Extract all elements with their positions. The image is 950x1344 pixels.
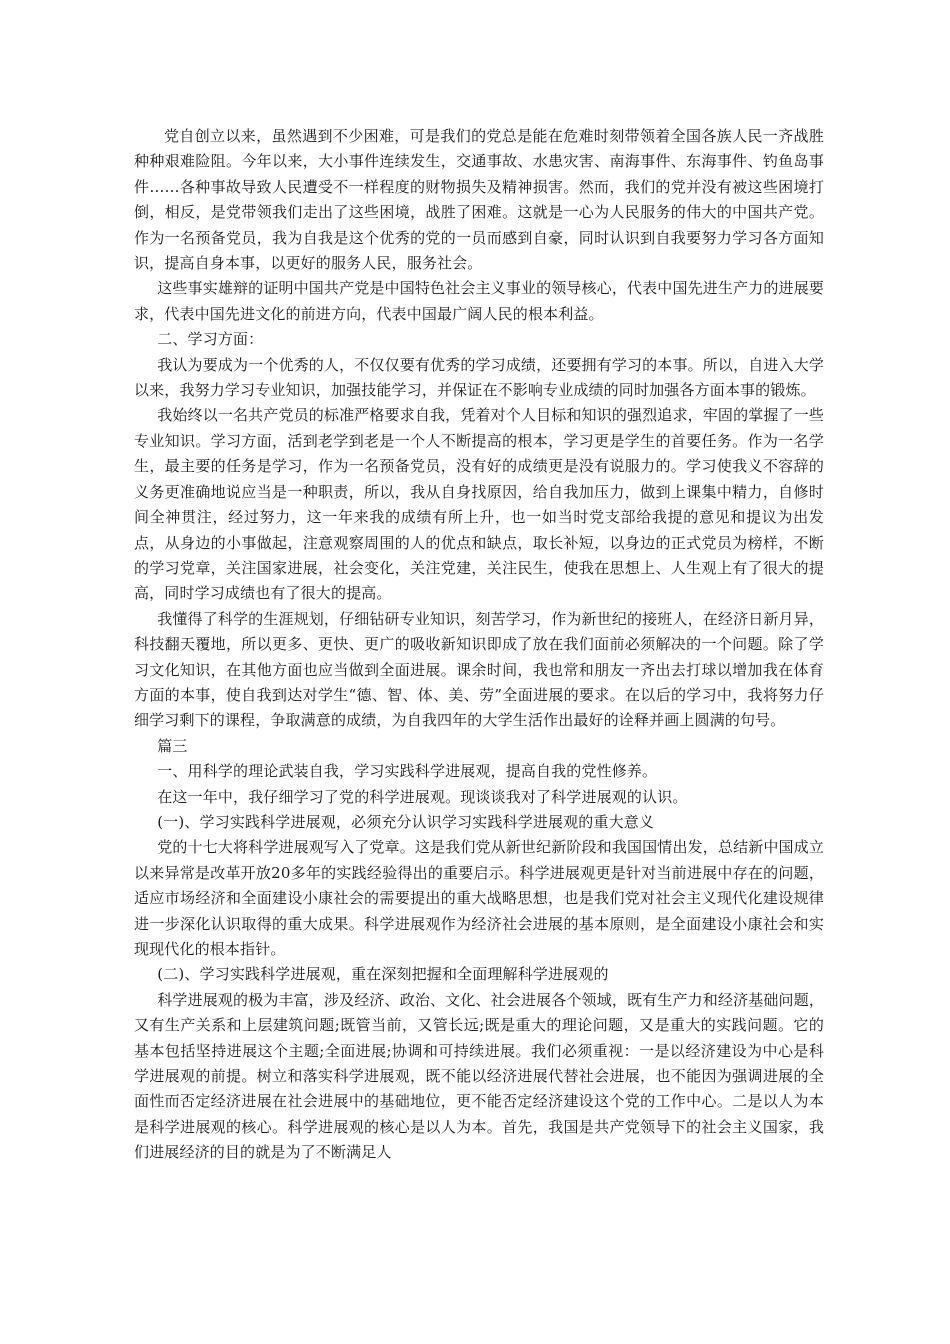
paragraph-party-history: 党自创立以来，虽然遇到不少困难，可是我们的党总是能在危难时刻带领着全国各族人民一齐战胜种种艰难险阻。今年以来，大小事件连续发生，交通事故、水患灾害、南海事件、东海事件、钓鱼岛事件……各种事故导致人民遭受不一样程度的财物损失及精神损害。然而，我们的党并没有被这些困境打倒，相反，是党带领我们走出了这些困境，战胜了困难。这就是一心为人民服务的伟大的中国共产党。作为一名预备党员，我为自我是这个优秀的党的一员而感到自豪，同时认识到自我要努力学习各方面知识，提高自身本事，以更好的服务人民，服务社会。 — [134, 127, 824, 273]
paragraph-scientific-development: 科学进展观的极为丰富，涉及经济、政治、文化、社会进展各个领域，既有生产力和经济基础问题，又有生产关系和上层建筑问题;既管当前，又管长远;既是重大的理论问题，又是重大的实践问题。它的基本包括坚持进展这个主题;全面进展;协调和可持续进展。我们必须重视：一是以经济建设为中心是科学进展观的前提。树立和落实科学进展观，既不能以经济进展代替社会进展，也不能因为强调进展的全面性而否定经济进展在社会进展中的基础地位，更不能否定经济建设这个党的工作中心。二是以人为本是科学进展观的核心。科学进展观的核心是以人为本。首先，我国是共产党领导下的社会主义国家，我们进展经济的目的就是为了不断满足人 — [134, 990, 824, 1162]
subheading-understanding: (二)、学习实践科学进展观，重在深刻把握和全面理解科学进展观的 — [157, 965, 609, 984]
section-heading-part-three: 篇三 — [157, 736, 188, 755]
paragraph-study-ability: 我认为要成为一个优秀的人，不仅仅要有优秀的学习成绩，还要拥有学习的本事。所以，自进入大学以来，我努力学习专业知识，加强技能学习，并保证在不影响专业成绩的同时加强各方面本事的锻炼。 — [134, 355, 824, 400]
paragraph-career-plan: 我懂得了科学的生涯规划，仔细钻研专业知识，刻苦学习，作为新世纪的接班人，在经济日新月异，科技翻天覆地，所以更多、更快、更广的吸收新知识即成了放在我们面前必须解决的一个问题。除了学习文化知识，在其他方面也应当做到全面进展。课余时间，我也常和朋友一齐出去打球以增加我在体育方面的本事，使自我到达对学生“德、智、体、美、劳”全面进展的要求。在以后的学习中，我将努力仔细学习剩下的课程，争取满意的成绩，为自我四年的大学生活作出最好的诠释并画上圆满的句号。 — [134, 609, 824, 730]
document-page — [134, 124, 824, 1166]
paragraph-seventeenth-congress: 党的十七大将科学进展观写入了党章。这是我们党从新世纪新阶段和我国国情出发，总结新中国成立以来异常是改革开放20多年的实践经验得出的重要启示。科学进展观更是针对当前进展中存在的问题，适应市场经济和全面建设小康社会的需要提出的重大战略思想，也是我们党对社会主义现代化建设规律进一步深化认识取得的重大成果。科学进展观作为经济社会进展的基本原则，是全面建设小康社会和实现现代化的根本指针。 — [134, 838, 824, 958]
paragraph-study-self: 我始终以一名共产党员的标准严格要求自我，凭着对个人目标和知识的强烈追求，牢固的掌握了一些专业知识。学习方面，活到老学到老是一个人不断提高的根本，学习更是学生的首要任务。作为一名学生，最主要的任务是学习，作为一名预备党员，没有好的成绩更是没有说服力的。学习使我义不容辞的义务更准确地说应当是一种职责，所以，我从自身找原因，给自我加压力，做到上课集中精力，自修时间全神贯注，经过努力，这一年来我的成绩有所上升，也一如当时党支部给我提的意见和提议为出发点，从身边的小事做起，注意观察周围的人的优点和缺点，取长补短，以身边的正式党员为榜样，不断的学习党章，关注国家进展，社会变化，关注党建，关注民生，使我在思想上、人生观上有了很大的提高，同时学习成绩也有了很大的提高。 — [134, 406, 824, 603]
paragraph-party-core: 这些事实雄辩的证明中国共产党是中国特色社会主义事业的领导核心，代表中国先进生产力的进展要求，代表中国先进文化的前进方向，代表中国最广阔人民的根本利益。 — [134, 279, 824, 323]
subheading-significance: (一)、学习实践科学进展观，必须充分认识学习实践科学进展观的重大意义 — [157, 812, 655, 831]
paragraph-this-year: 在这一年中，我仔细学习了党的科学进展观。现谈谈我对了科学进展观的认识。 — [157, 787, 688, 806]
section-heading-study: 二、学习方面： — [157, 330, 264, 349]
section-heading-theory: 一、用科学的理论武装自我，学习实践科学进展观，提高自我的党性修养。 — [157, 762, 658, 781]
